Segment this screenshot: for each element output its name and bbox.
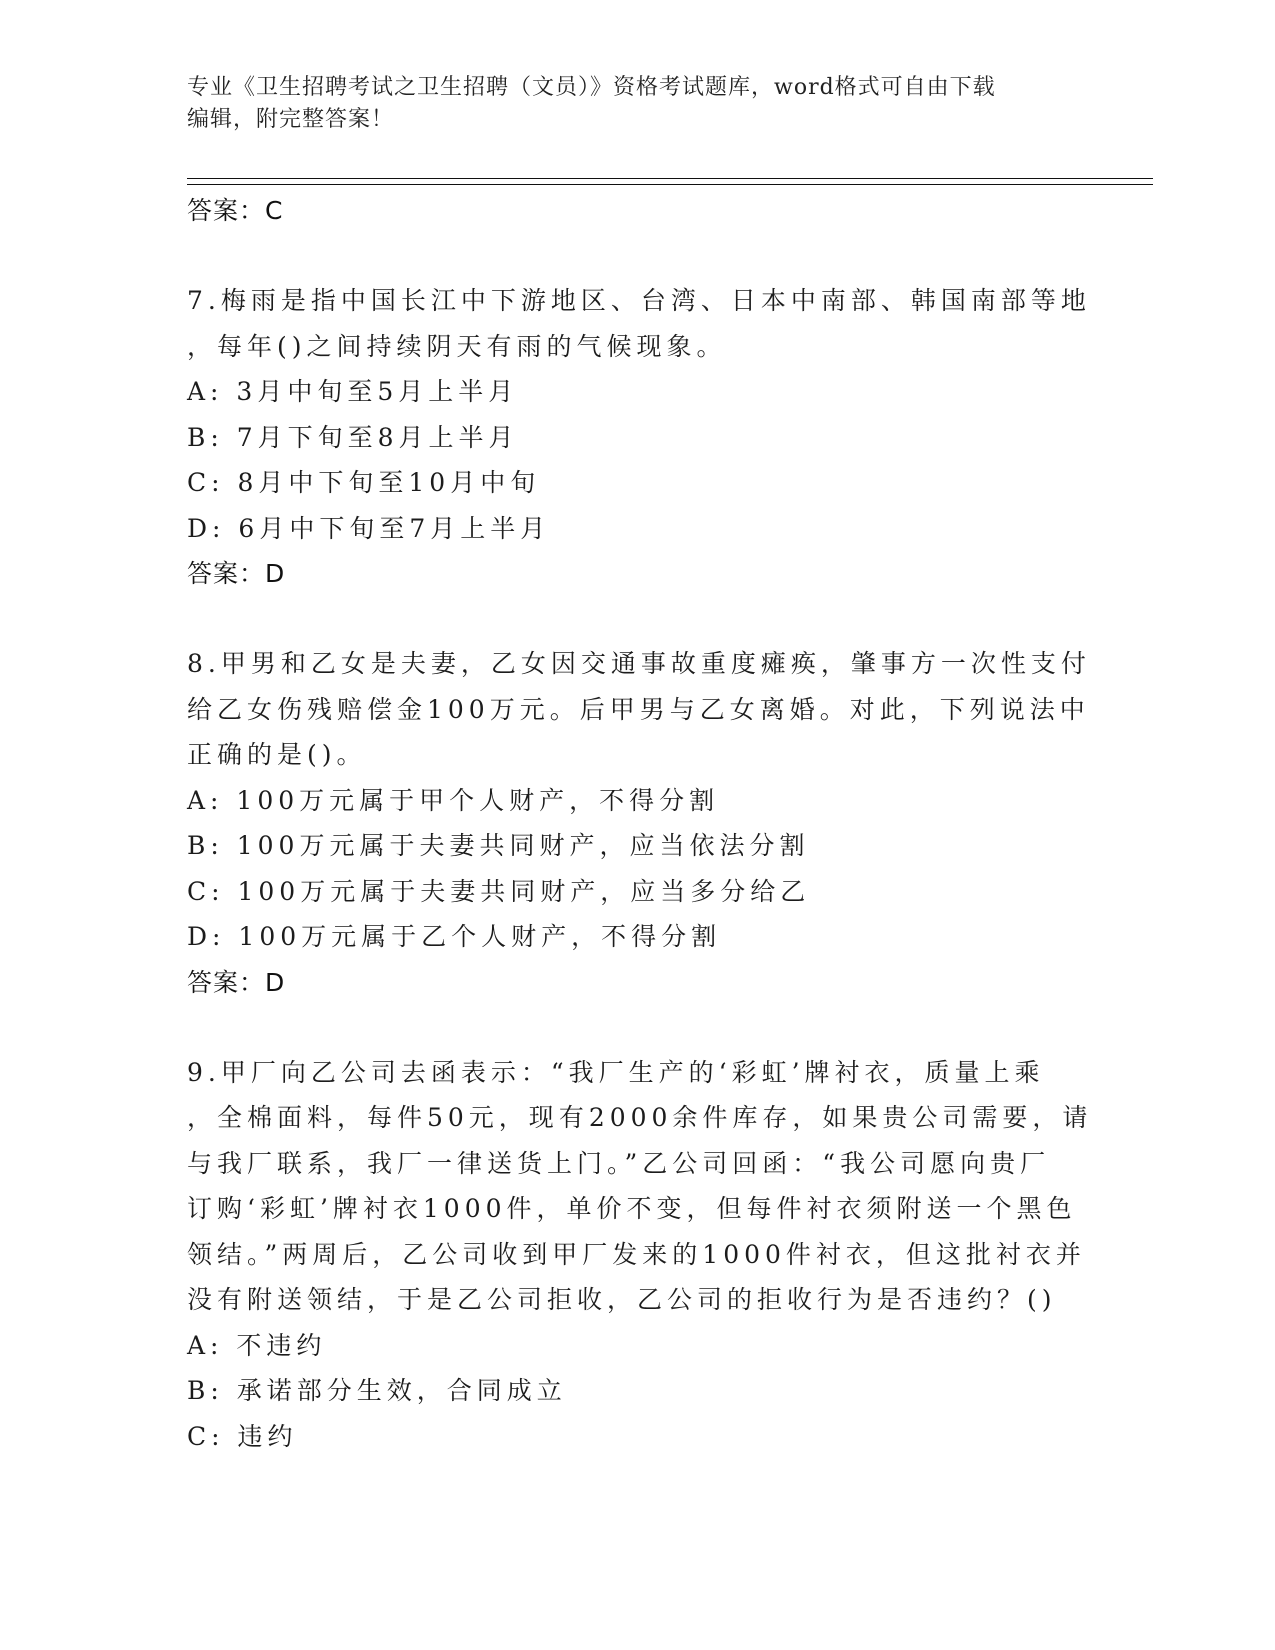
question-text: 7.梅雨是指中国长江中下游地区、台湾、日本中南部、韩国南部等地 xyxy=(187,286,1091,315)
question-list xyxy=(187,188,1093,1459)
header-divider-bottom xyxy=(187,184,1153,185)
spacer xyxy=(187,233,1087,278)
option-a: A: 不违约 xyxy=(187,1330,327,1360)
option-a: A: 3月中旬至5月上半月 xyxy=(187,377,519,406)
answer-label: 答案：D xyxy=(187,559,286,588)
answer-label: 答案：D xyxy=(187,967,286,997)
option-d: D: 100万元属于乙个人财产，不得分割 xyxy=(187,922,722,951)
spacer xyxy=(187,596,1087,641)
question-text: ，每年()之间持续阴天有雨的气候现象。 xyxy=(187,331,727,361)
option-d: D: 6月中下旬至7月上半月 xyxy=(187,513,551,543)
answer-label: 答案：C xyxy=(187,196,284,225)
question-text: 正确的是()。 xyxy=(187,740,367,769)
question-7 xyxy=(187,278,1091,596)
header-line-1: 专业《卫生招聘考试之卫生招聘（文员）》资格考试题库，word格式可自由下载 xyxy=(187,75,996,100)
question-text: 9.甲厂向乙公司去函表示：“我厂生产的‘彩虹’牌衬衣，质量上乘 xyxy=(187,1057,1045,1087)
question-text: 订购‘彩虹’牌衬衣1000件，单价不变，但每件衬衣须附送一个黑色 xyxy=(187,1194,1077,1223)
option-b: B: 100万元属于夫妻共同财产，应当依法分割 xyxy=(187,831,810,860)
option-c: C: 违约 xyxy=(187,1421,298,1451)
option-b: B: 7月下旬至8月上半月 xyxy=(187,422,519,452)
option-a: A: 100万元属于甲个人财产，不得分割 xyxy=(187,785,720,815)
question-8 xyxy=(187,641,1091,1005)
question-text: 领结。”两周后，乙公司收到甲厂发来的1000件衬衣，但这批衬衣并 xyxy=(187,1239,1086,1269)
question-text: 与我厂联系，我厂一律送货上门。”乙公司回函：“我公司愿向贵厂 xyxy=(187,1148,1051,1178)
header-line-2: 编辑，附完整答案！ xyxy=(187,107,395,132)
option-c: C: 100万元属于夫妻共同财产，应当多分给乙 xyxy=(187,876,811,906)
option-c: C: 8月中下旬至10月中旬 xyxy=(187,468,541,497)
document-header xyxy=(187,72,1087,136)
question-text: 给乙女伤残赔偿金100万元。后甲男与乙女离婚。对此，下列说法中 xyxy=(187,694,1090,724)
header-divider-top xyxy=(187,178,1153,179)
question-text: ，全棉面料，每件50元，现有2000余件库存，如果贵公司需要，请 xyxy=(187,1103,1093,1132)
question-9 xyxy=(187,1050,1093,1460)
option-b: B: 承诺部分生效，合同成立 xyxy=(187,1376,567,1405)
question-text: 没有附送领结，于是乙公司拒收，乙公司的拒收行为是否违约？() xyxy=(187,1285,1057,1314)
spacer xyxy=(187,1005,1087,1050)
question-text: 8.甲男和乙女是夫妻，乙女因交通事故重度瘫痪，肇事方一次性支付 xyxy=(187,649,1091,678)
